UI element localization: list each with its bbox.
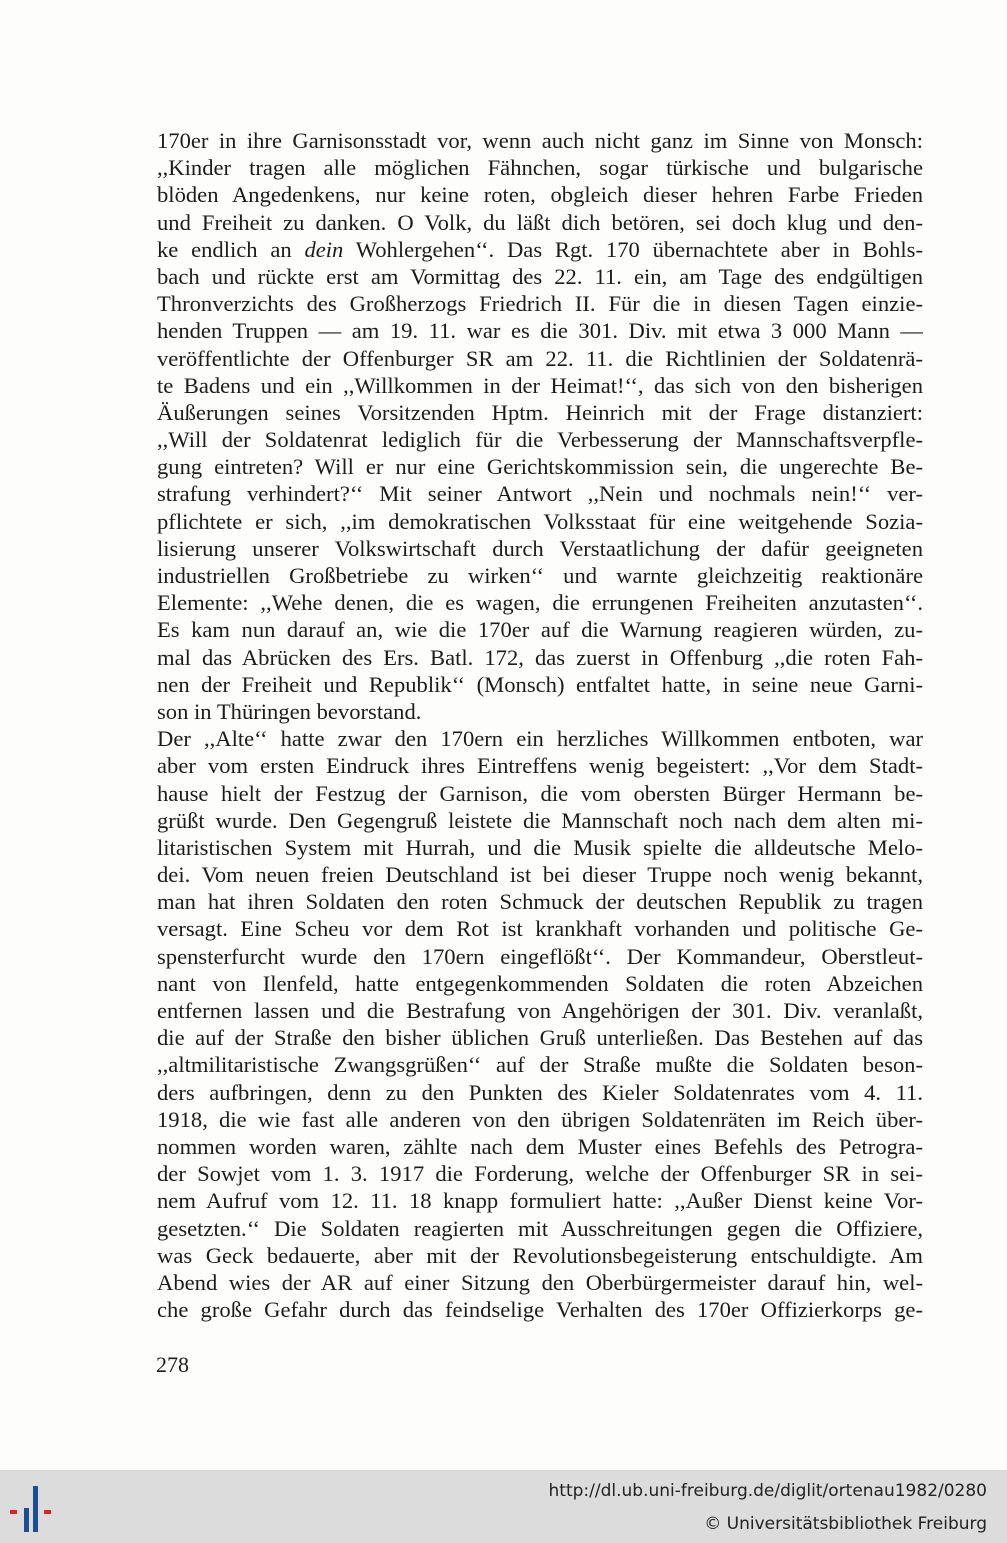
source-url-link[interactable]: http://dl.ub.uni-freiburg.de/diglit/ortenau1982/0280 bbox=[548, 1481, 987, 1501]
ub-freiburg-logo-icon[interactable] bbox=[10, 1482, 62, 1534]
text-line: 170er in ihre Garnisonsstadt vor, wenn auch nicht ganz im Sinne von Monsch: bbox=[157, 128, 923, 153]
text-line: nem Aufruf vom 12. 11. 18 knapp formuliert hatte: ,,Außer Dienst keine Vor- bbox=[157, 1188, 923, 1214]
text-line: aber vom ersten Eindruck ihres Eintreffens wenig begeistert: ,,Vor dem Stadt- bbox=[157, 753, 923, 779]
body-text bbox=[157, 127, 923, 1323]
emphasized-word: dein bbox=[304, 236, 344, 262]
text-line: spensterfurcht wurde den 170ern eingeflößt‘‘. Der Kommandeur, Oberstleut- bbox=[157, 943, 923, 969]
text-line: mal das Abrücken des Ers. Batl. 172, das zuerst in Offenburg ,,die roten Fah- bbox=[157, 644, 923, 670]
text-line: Der ,,Alte‘‘ hatte zwar den 170ern ein herzliches Willkommen entboten, war bbox=[157, 726, 923, 752]
text-line: versagt. Eine Scheu vor dem Rot ist krankhaft vorhanden und politische Ge- bbox=[157, 916, 923, 942]
text-line: gesetzten.‘‘ Die Soldaten reagierten mit Ausschreitungen gegen die Offiziere, bbox=[157, 1215, 923, 1241]
footer-bar bbox=[0, 1470, 1007, 1543]
text-line: der Sowjet vom 1. 3. 1917 die Forderung, welche der Offenburger SR in sei- bbox=[157, 1161, 923, 1187]
text-line: was Geck bedauerte, aber mit der Revolutionsbegeisterung entschuldigte. Am bbox=[157, 1242, 923, 1268]
text-line: nant von Ilenfeld, hatte entgegenkommenden Soldaten die roten Abzeichen bbox=[157, 970, 923, 996]
text-line: man hat ihren Soldaten den roten Schmuck der deutschen Republik zu tragen bbox=[157, 889, 923, 915]
text-line: te Badens und ein ,,Willkommen in der Heimat!‘‘, das sich von den bisherigen bbox=[157, 372, 923, 398]
text-line: ,,altmilitaristische Zwangsgrüßen‘‘ auf der Straße mußte die Soldaten beson- bbox=[157, 1052, 923, 1078]
text-line: ,,Will der Soldatenrat lediglich für die Verbesserung der Mannschaftsverpfle- bbox=[157, 427, 923, 453]
text-line: gung eintreten? Will er nur eine Gerichtskommission sein, die ungerechte Be- bbox=[157, 454, 923, 480]
text-line: veröffentlichte der Offenburger SR am 22. 11. die Richtlinien der Soldatenrä- bbox=[157, 345, 923, 371]
text-line: blöden Angedenkens, nur keine roten, obgleich dieser hehren Farbe Frieden bbox=[157, 182, 923, 208]
text-line: dei. Vom neuen freien Deutschland ist bei dieser Truppe noch wenig bekannt, bbox=[157, 862, 923, 888]
page-number: 278 bbox=[156, 1352, 189, 1377]
text-line: che große Gefahr durch das feindselige Verhalten des 170er Offizierkorps ge- bbox=[157, 1297, 923, 1323]
text-line: hause hielt der Festzug der Garnison, die vom obersten Bürger Hermann be- bbox=[157, 780, 923, 806]
text-line: nommen worden waren, zählte nach dem Muster eines Befehls des Petrogra- bbox=[157, 1133, 923, 1159]
text-line: bach und rückte erst am Vormittag des 22. 11. ein, am Tage des endgültigen bbox=[157, 263, 923, 289]
text-line: lisierung unserer Volkswirtschaft durch Verstaatlichung der dafür geeigneten bbox=[157, 535, 923, 561]
text-line: Abend wies der AR auf einer Sitzung den Oberbürgermeister darauf hin, wel- bbox=[157, 1269, 923, 1295]
paragraph-end-line: son in Thüringen bevorstand. bbox=[157, 698, 422, 724]
text-line: Es kam nun darauf an, wie die 170er auf die Warnung reagieren würden, zu- bbox=[157, 617, 923, 643]
text-line: Elemente: ,,Wehe denen, die es wagen, die errungenen Freiheiten anzutasten‘‘. bbox=[157, 590, 923, 616]
text-line: pflichtete er sich, ,,im demokratischen Volksstaat für eine weitgehende Sozia- bbox=[157, 508, 923, 534]
text-line: industriellen Großbetriebe zu wirken‘‘ und warnte gleichzeitig reaktionäre bbox=[157, 563, 923, 588]
text-line: nen der Freiheit und Republik‘‘ (Monsch) entfaltet hatte, in seine neue Garni- bbox=[157, 671, 923, 697]
text-line: und Freiheit zu danken. O Volk, du läßt dich betören, sei doch klug und den- bbox=[157, 209, 923, 235]
text-line: henden Truppen — am 19. 11. war es die 301. Div. mit etwa 3 000 Mann — bbox=[157, 318, 923, 344]
text-line: entfernen lassen und die Bestrafung von Angehörigen der 301. Div. veranlaßt, bbox=[157, 998, 923, 1023]
text-line: ke endlich an dein Wohlergehen‘‘. Das Rgt. 170 übernachtete aber in Bohls- bbox=[157, 236, 923, 262]
text-line: Äußerungen seines Vorsitzenden Hptm. Heinrich mit der Frage distanziert: bbox=[157, 399, 923, 425]
text-line: ,,Kinder tragen alle möglichen Fähnchen, sogar türkische und bulgarische bbox=[157, 155, 923, 181]
text-line: Thronverzichts des Großherzogs Friedrich II. Für die in diesen Tagen einzie- bbox=[157, 291, 923, 317]
text-line: litaristischen System mit Hurrah, und die Musik spielte die alldeutsche Melo- bbox=[157, 834, 923, 860]
text-line: ders aufbringen, denn zu den Punkten des Kieler Soldatenrates vom 4. 11. bbox=[157, 1079, 923, 1105]
text-line: 1918, die wie fast alle anderen von den übrigen Soldatenräten im Reich über- bbox=[157, 1106, 923, 1132]
text-line: die auf der Straße den bisher üblichen Gruß unterließen. Das Bestehen auf das bbox=[157, 1025, 923, 1051]
text-line: strafung verhindert?‘‘ Mit seiner Antwort ,,Nein und nochmals nein!‘‘ ver- bbox=[157, 481, 923, 507]
text-line: grüßt wurde. Den Gegengruß leistete die Mannschaft noch nach dem alten mi- bbox=[157, 807, 923, 833]
copyright-notice: © Universitätsbibliothek Freiburg bbox=[704, 1514, 987, 1534]
